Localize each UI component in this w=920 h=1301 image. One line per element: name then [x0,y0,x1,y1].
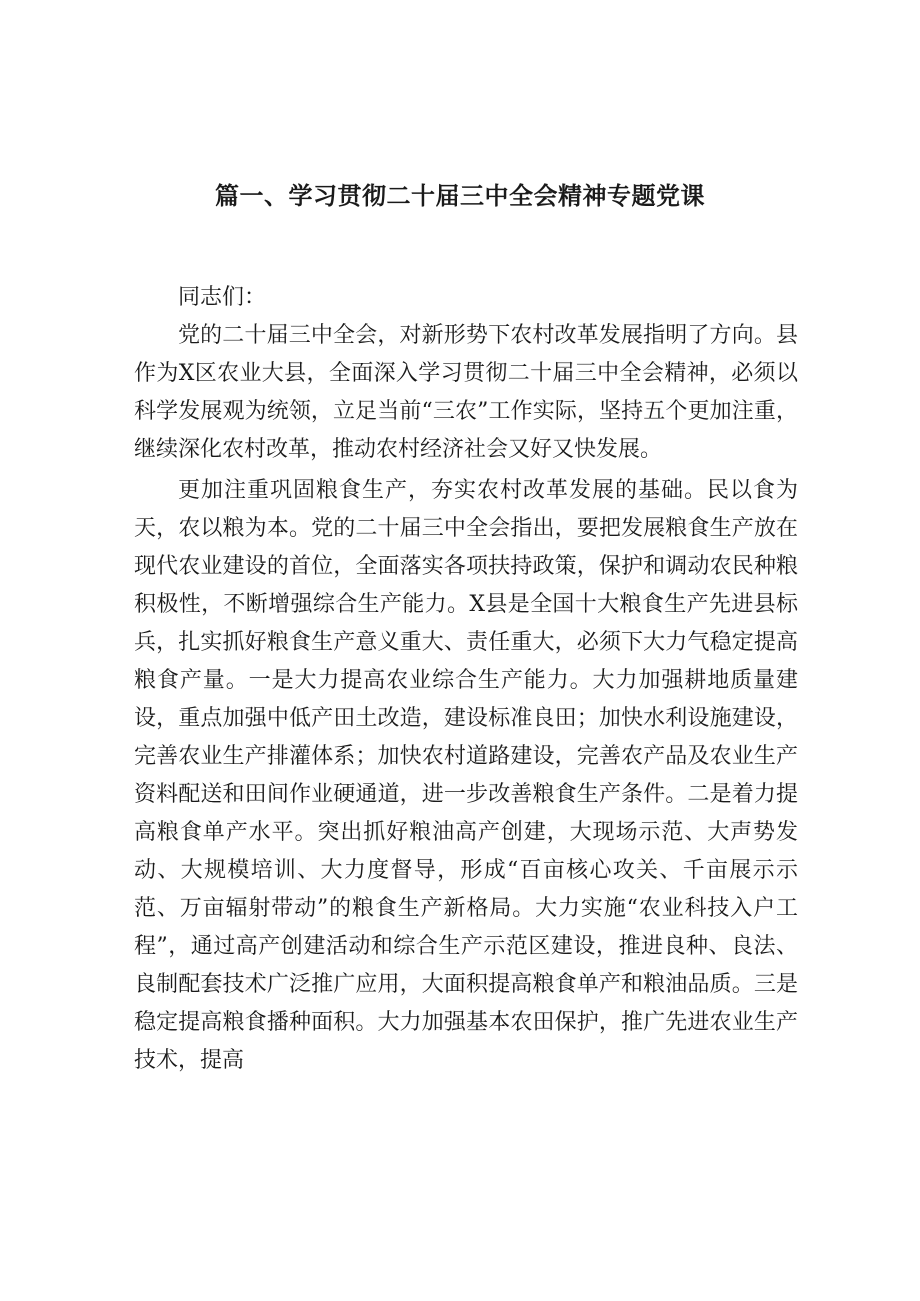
greeting: 同志们： [178,285,267,310]
paragraph-1: 党的二十届三中全会，对新形势下农村改革发展指明了方向。县作为X区农业大县，全面深入学习贯彻二十届三中全会精神，必须以科学发展观为统领，立足当前“三农”工作实际，坚持五个更加注重，继续深化农村改革，推动农村经济社会又好又快发展。 [134,323,798,462]
document-title: 篇一、学习贯彻二十届三中全会精神专题党课 [215,182,705,210]
paragraph-2: 更加注重巩固粮食生产，夯实农村改革发展的基础。民以食为天，农以粮为本。党的二十届三中全会指出，要把发展粮食生产放在现代农业建设的首位，全面落实各项扶持政策，保护和调动农民种粮积极性，不断增强综合生产能力。X县是全国十大粮食生产先进县标兵，扎实抓好粮食生产意义重大、责任重大，必须下大力气稳定提高粮食产量。一是大力提高农业综合生产能力。大力加强耕地质量建设，重点加强中低产田土改造，建设标准良田；加快水利设施建设，完善农业生产排灌体系；加快农村道路建设，完善农产品及农业生产资料配送和田间作业硬通道，进一步改善粮食生产条件。二是着力提高粮食单产水平。突出抓好粮油高产创建，大现场示范、大声势发动、大规模培训、大力度督导，形成“百亩核心攻关、千亩展示示范、万亩辐射带动”的粮食生产新格局。大力实施“农业科技入户工程”，通过高产创建活动和综合生产示范区建设，推进良种、良法、良制配套技术广泛推广应用，大面积提高粮食单产和粮油品质。三是稳定提高粮食播种面积。大力加强基本农田保护，推广先进农业生产技术，提高 [134,478,798,1073]
document-body [134,279,798,1080]
